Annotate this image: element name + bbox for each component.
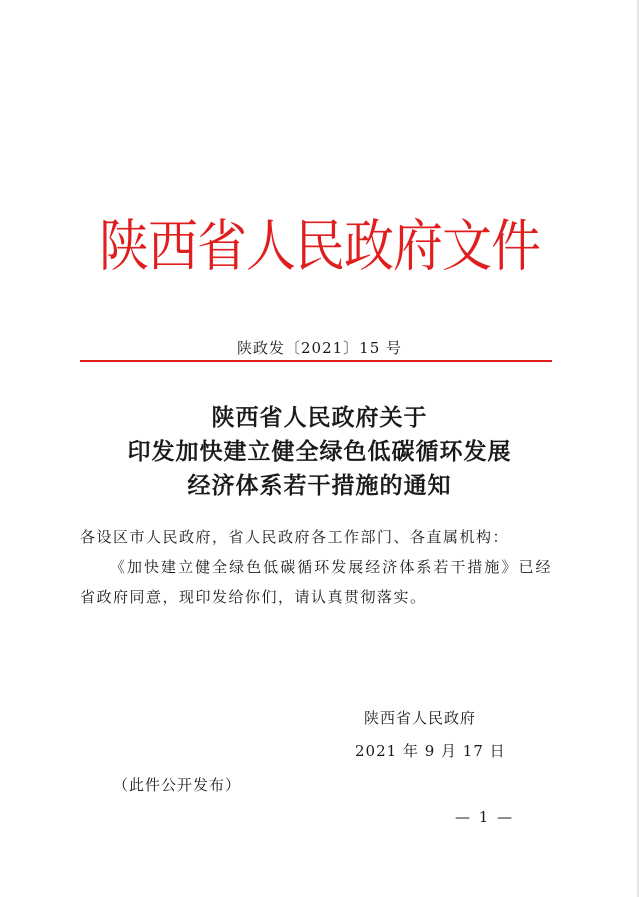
notice-recipients: 各设区市人民政府，省人民政府各工作部门、各直属机构： [80, 528, 510, 546]
notice-title-line-2: 印发加快建立健全绿色低碳循环发展 [127, 438, 512, 465]
document-header-title: 陕西省人民政府文件 [99, 214, 540, 280]
publication-note: （此件公开发布） [113, 776, 242, 794]
notice-title [0, 401, 639, 503]
signature-organization: 陕西省人民政府 [364, 709, 477, 727]
notice-title-line-3: 经济体系若干措施的通知 [187, 472, 452, 499]
signature-date: 2021 年 9 月 17 日 [355, 742, 506, 760]
notice-body [80, 522, 552, 612]
notice-title-line-1: 陕西省人民政府关于 [211, 404, 428, 431]
document-number: 陕政发〔2021〕15 号 [236, 339, 403, 357]
red-separator-line [80, 360, 552, 362]
page-number: — 1 — [455, 808, 515, 826]
notice-paragraph: 《加快建立健全绿色低碳循环发展经济体系若干措施》已经省政府同意，现印发给你们，请认真贯彻落实。 [80, 558, 552, 606]
